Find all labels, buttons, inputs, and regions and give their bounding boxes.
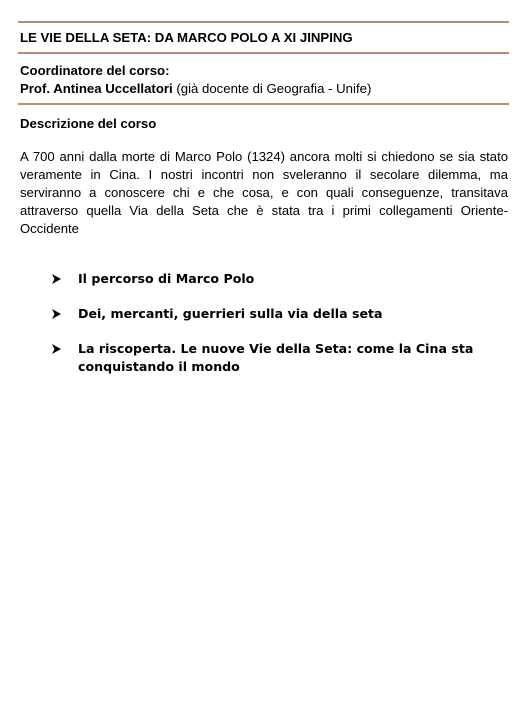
coordinator-divider	[18, 103, 509, 105]
coordinator-role: (già docente di Geografia - Unife)	[176, 81, 372, 96]
title-divider	[18, 52, 509, 54]
description-text: A 700 anni dalla morte di Marco Polo (1324) ancora molti si chiedono se sia stato veramente in Cina. I nostri incontri non sveleranno il secolare dilemma, ma serviranno a conoscere chi e che cosa, e con quali conseguenze, transitava attraverso quella Via della Seta che è stata tra i primi collegamenti Oriente-Occidente	[20, 149, 508, 236]
topic-label: Dei, mercanti, guerrieri sulla via della seta	[78, 306, 383, 321]
topic-list	[50, 270, 490, 393]
topic-item	[50, 270, 490, 288]
topic-label: La riscoperta. Le nuove Vie della Seta: come la Cina sta conquistando il mondo	[78, 341, 474, 374]
topic-label: Il percorso di Marco Polo	[78, 271, 255, 286]
arrowhead-bullet-icon	[50, 340, 64, 358]
arrowhead-bullet-icon	[50, 305, 64, 323]
description-label: Descrizione del corso	[20, 116, 157, 131]
top-divider	[18, 21, 509, 23]
coordinator-label: Coordinatore del corso:	[20, 63, 170, 78]
topic-item	[50, 340, 490, 376]
arrowhead-bullet-icon	[50, 270, 64, 288]
coordinator-line	[20, 81, 371, 96]
topic-item	[50, 305, 490, 323]
coordinator-name: Prof. Antinea Uccellatori	[20, 81, 173, 96]
course-title: LE VIE DELLA SETA: DA MARCO POLO A XI JINPING	[20, 30, 353, 45]
